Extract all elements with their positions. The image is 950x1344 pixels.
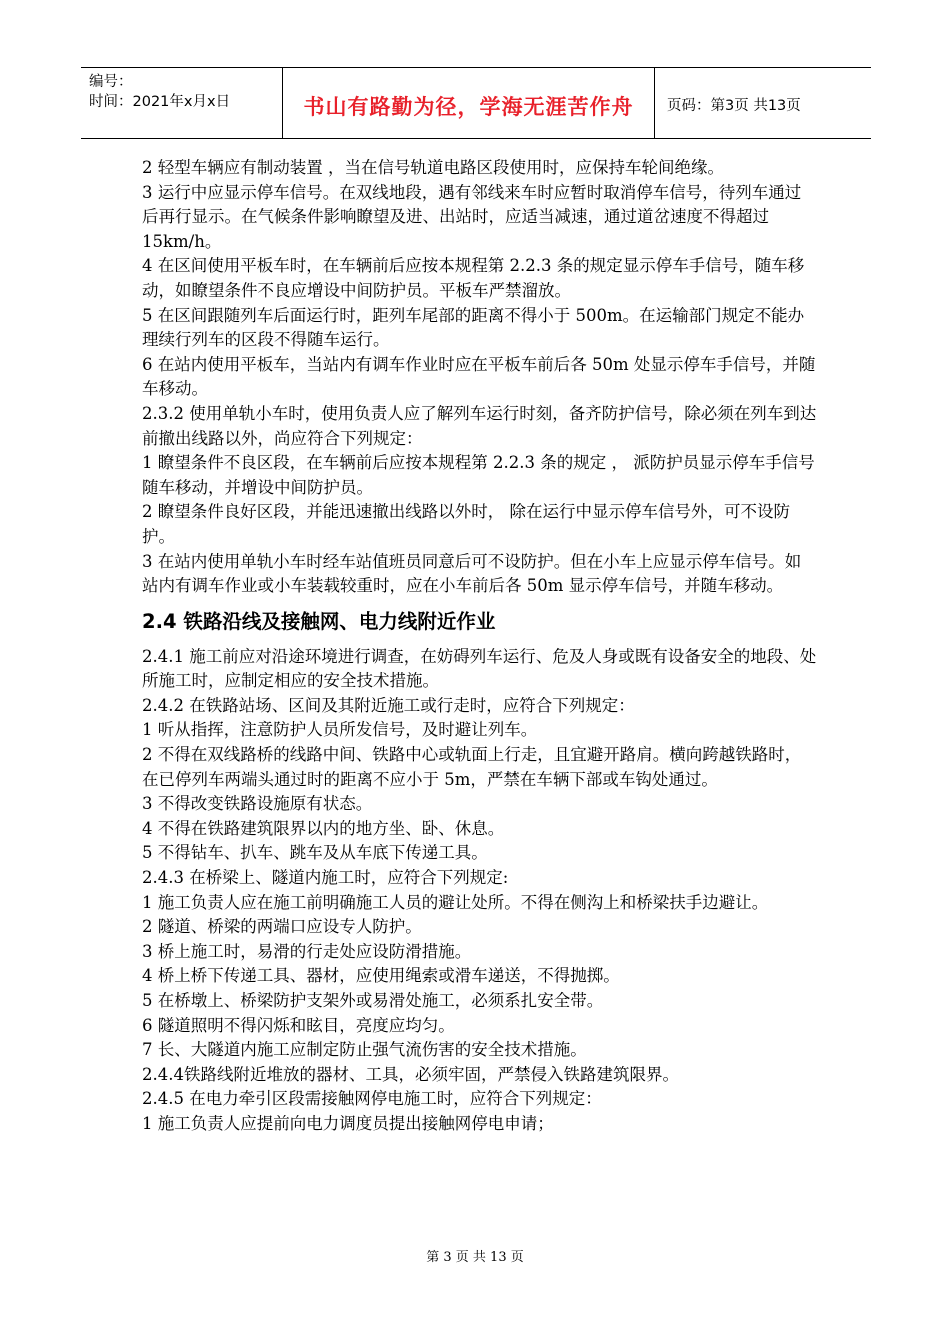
body-paragraph: 2.4.3 在桥梁上、隧道内施工时，应符合下列规定: [142,868,509,888]
body-paragraph: 3 在站内使用单轨小车时经车站值班员同意后可不设防护。但在小车上应显示停车信号。如站内有调车作业或小车装载较重时，应在小车前后各 50m 显示停车信号，并随车移动。 [142,551,802,596]
body-paragraph: 2 瞭望条件良好区段，并能迅速撤出线路以外时， 除在运行中显示停车信号外，可不设防护。 [142,502,790,546]
header-motto: 书山有路勤为径，学海无涯苦作舟 [283,68,655,138]
body-paragraph: 2.4.1 施工前应对沿途环境进行调查，在妨碍列车运行、危及人身或既有设备安全的地段、处所施工时，应制定相应的安全技术措施。 [142,646,817,691]
body-paragraph: 6 隧道照明不得闪烁和眩目，亮度应均匀。 [142,1015,455,1035]
body-paragraph: 3 运行中应显示停车信号。在双线地段，遇有邻线来车时应暂时取消停车信号，待列车通过后再行显示。在气候条件影响瞭望及进、出站时，应适当减速，通过道岔速度不得超过 15km/h。 [142,182,802,251]
body-paragraph: 3 桥上施工时，易滑的行走处应设防滑措施。 [142,941,472,961]
body-paragraph: 5 在区间跟随列车后面运行时，距列车尾部的距离不得小于 500m。在运输部门规定不能办理续行列车的区段不得随车运行。 [142,305,805,350]
page-header [81,67,871,139]
body-paragraph: 5 不得钻车、扒车、跳车及从车底下传递工具。 [142,843,488,863]
body-paragraph: 2.4.2 在铁路站场、区间及其附近施工或行走时，应符合下列规定： [142,695,635,715]
body-paragraph: 1 施工负责人应提前向电力调度员提出接触网停电申请； [142,1113,554,1133]
body-paragraph: 7 长、大隧道内施工应制定防止强气流伤害的安全技术措施。 [142,1040,587,1060]
body-paragraph: 6 在站内使用平板车，当站内有调车作业时应在平板车前后各 50m 处显示停车手信号，并随车移动。 [142,354,816,399]
date-label: 时间：2021年x月x日 [89,94,231,110]
document-body [142,156,817,1137]
header-page-info: 页码：第3页 共13页 [667,97,801,114]
body-paragraph: 2.4.4铁路线附近堆放的器材、工具，必须牢固，严禁侵入铁路建筑限界。 [142,1064,679,1084]
body-paragraph: 2 不得在双线路桥的线路中间、铁路中心或轨面上行走，且宜避开路肩。横向跨越铁路时，在已停列车两端头通过时的距离不应小于 5m，严禁在车辆下部或车钩处通过。 [142,745,802,789]
serial-label: 编号： [89,74,133,90]
body-paragraph: 4 在区间使用平板车时，在车辆前后应按本规程第 2.2.3 条的规定显示停车手信号，随车移动，如瞭望条件不良应增设中间防护员。平板车严禁溜放。 [142,256,805,300]
body-paragraph: 3 不得改变铁路设施原有状态。 [142,794,373,814]
body-paragraph: 1 听从指挥，注意防护人员所发信号，及时避让列车。 [142,720,538,740]
paragraph-group-a [142,156,817,599]
body-paragraph: 1 施工负责人应在施工前明确施工人员的避让处所。不得在侧沟上和桥梁扶手边避让。 [142,892,769,912]
body-paragraph: 2 轻型车辆应有制动装置 ，当在信号轨道电路区段使用时，应保持车轮间绝缘。 [142,158,724,177]
page-footer: 第 3 页 共 13 页 [426,1250,524,1265]
header-meta [81,68,283,138]
paragraph-group-b [142,645,817,1137]
body-paragraph: 2 隧道、桥梁的两端口应设专人防护。 [142,917,422,937]
body-paragraph: 5 在桥墩上、桥梁防护支架外或易滑处施工，必须系扎安全带。 [142,991,604,1010]
body-paragraph: 2.4.5 在电力牵引区段需接触网停电施工时，应符合下列规定： [142,1089,602,1109]
body-paragraph: 2.3.2 使用单轨小车时，使用负责人应了解列车运行时刻，备齐防护信号，除必须在列车到达前撤出线路以外，尚应符合下列规定： [142,403,817,448]
body-paragraph: 4 不得在铁路建筑限界以内的地方坐、卧、休息。 [142,818,505,838]
body-paragraph: 4 桥上桥下传递工具、器材，应使用绳索或滑车递送，不得抛掷。 [142,966,620,986]
body-paragraph: 1 瞭望条件不良区段，在车辆前后应按本规程第 2.2.3 条的规定 ， 派防护员显示停车手信号随车移动，并增设中间防护员。 [142,453,815,497]
section-title: 2.4 铁路沿线及接触网、电力线附近作业 [142,609,496,633]
